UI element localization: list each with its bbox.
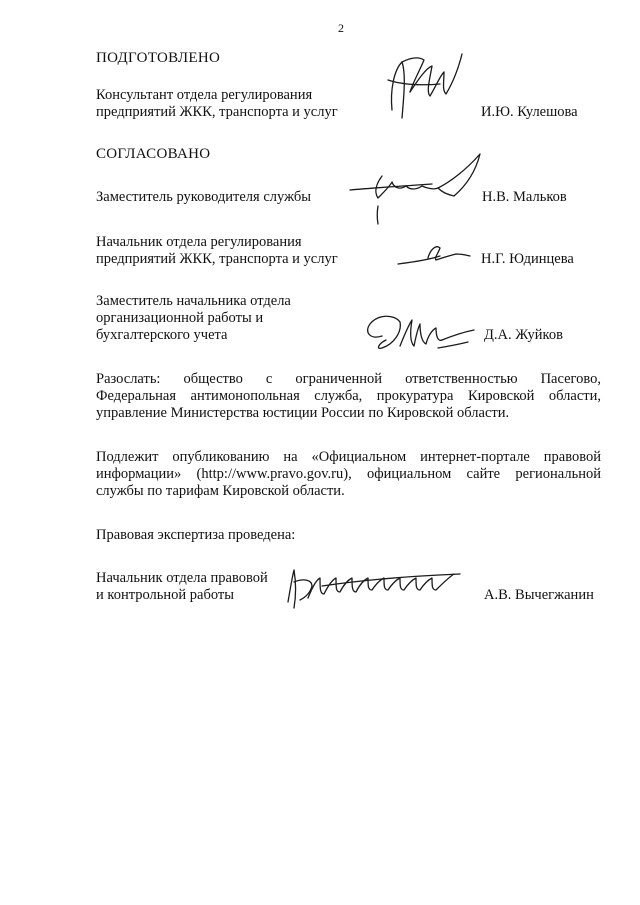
signature-yudintseva: [394, 238, 474, 272]
signer-3-position-line-2: организационной работы и: [96, 310, 264, 326]
signer-3-name: Д.А. Жуйков: [484, 327, 563, 343]
page-number: 2: [338, 21, 344, 35]
prepared-position-line-1: Консультант отдела регулирования: [96, 87, 313, 103]
legal-review-text: Правовая экспертиза проведена:: [96, 527, 296, 543]
signature-malkov: [342, 148, 492, 228]
legal-review-position-line-1: Начальник отдела правовой: [96, 570, 268, 586]
signer-2-name: Н.Г. Юдинцева: [481, 251, 574, 267]
signer-1-name: Н.В. Мальков: [482, 189, 567, 205]
publication-line-3: службы по тарифам Кировской области.: [96, 483, 345, 499]
signature-kuleshova: [380, 40, 470, 125]
distribution-line-3: управление Министерства юстиции России по Кировской области.: [96, 405, 510, 421]
signer-2-position-line-1: Начальник отдела регулирования: [96, 234, 302, 250]
distribution-line-2: Федеральная антимонопольная служба, прокуратура Кировской области,: [96, 388, 601, 404]
publication-line-1: Подлежит опубликованию на «Официальном интернет-портале правовой: [96, 449, 601, 465]
signer-3-position-line-3: бухгалтерского учета: [96, 327, 228, 343]
signature-zhuikov: [360, 306, 480, 356]
prepared-position-line-2: предприятий ЖКК, транспорта и услуг: [96, 104, 338, 120]
signer-2-position-line-2: предприятий ЖКК, транспорта и услуг: [96, 251, 338, 267]
prepared-heading: ПОДГОТОВЛЕНО: [96, 50, 221, 66]
legal-review-name: А.В. Вычегжанин: [484, 587, 594, 603]
legal-review-position-line-2: и контрольной работы: [96, 587, 234, 603]
agreed-heading: СОГЛАСОВАНО: [96, 146, 211, 162]
publication-line-2: информации» (http://www.pravo.gov.ru), официальном сайте региональной: [96, 466, 601, 482]
signature-vychegzhanin: [282, 562, 472, 614]
signer-1-position-line-1: Заместитель руководителя службы: [96, 189, 312, 205]
distribution-line-1: Разослать: общество с ограниченной ответственностью Пасегово,: [96, 371, 601, 387]
prepared-name: И.Ю. Кулешова: [481, 104, 578, 120]
signer-3-position-line-1: Заместитель начальника отдела: [96, 293, 291, 309]
